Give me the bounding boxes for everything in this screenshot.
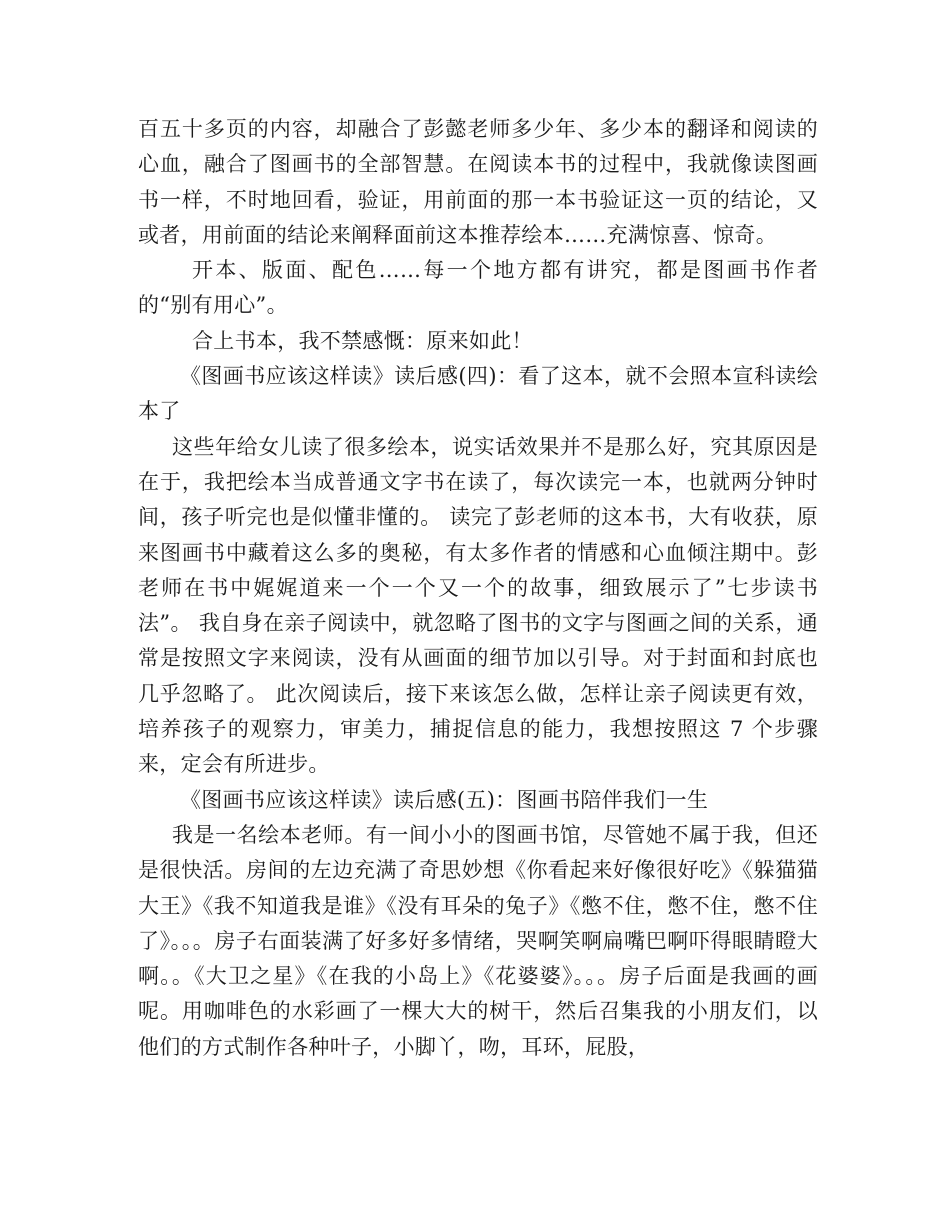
paragraph-review-4: 这些年给女儿读了很多绘本，说实话效果并不是那么好，究其原因是在于，我把绘本当成普通文字书在读了，每次读完一本，也就两分钟时间，孩子听完也是似懂非懂的。 读完了彭老师的这本书，大有收获，原来图画书中藏着这么多的奥秘，有太多作者的情感和心血倾注期中。彭老师在书中娓娓道来一个一个又一个的故事，细致展示了”七步读书法”。 我自身在亲子阅读中，就忽略了图书的文字与图画之间的关系，通常是按照文字来阅读，没有从画面的细节加以引导。对于封面和封底也几乎忽略了。 此次阅读后，接下来该怎么做，怎样让亲子阅读更有效，培养孩子的观察力，审美力，捕捉信息的能力，我想按照这 7 个步骤来，定会有所进步。 (138, 434, 818, 777)
paragraph-layout-details: 开本、版面、配色……每一个地方都有讲究，都是图画书作者的“别有用心”。 (138, 258, 818, 318)
paragraph-review-5: 我是一名绘本老师。有一间小小的图画书馆，尽管她不属于我，但还是很快活。房间的左边充满了奇思妙想《你看起来好像很好吃》《躲猫猫大王》《我不知道我是谁》《没有耳朵的兔子》《憋不住，憋不住，憋不住了》。。。房子右面装满了好多好多情绪，哭啊笑啊扁嘴巴啊吓得眼睛瞪大啊。。《大卫之星》《在我的小岛上》《花婆婆》。。。房子后面是我画的画呢。用咖啡色的水彩画了一棵大大的树干，然后召集我的小朋友们，以他们的方式制作各种叶子，小脚丫，吻，耳环，屁股， (138, 822, 818, 1059)
section-heading-5: 《图画书应该这样读》读后感(五)：图画书陪伴我们一生 (180, 787, 709, 812)
paragraph-continuation: 百五十多页的内容，却融合了彭懿老师多少年、多少本的翻译和阅读的心血，融合了图画书的全部智慧。在阅读本书的过程中，我就像读图画书一样，不时地回看，验证，用前面的那一本书验证这一页的结论，又或者，用前面的结论来阐释面前这本推荐绘本……充满惊喜、惊奇。 (138, 117, 818, 247)
section-heading-4: 《图画书应该这样读》读后感(四)：看了这本，就不会照本宣科读绘本了 (138, 364, 818, 424)
document-body (138, 112, 818, 1065)
paragraph-closing-remark: 合上书本，我不禁感慨：原来如此！ (192, 328, 533, 353)
